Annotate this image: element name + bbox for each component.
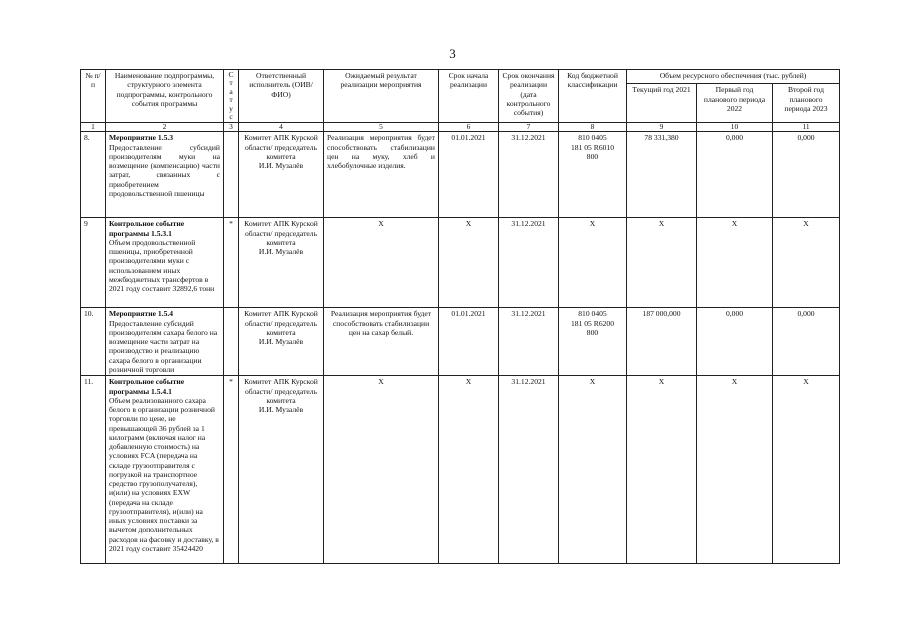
row-title: Контрольное событие программы 1.5.3.1 [109, 219, 185, 238]
program-table [80, 69, 840, 564]
row-responsible: Комитет АПК Курской области/ председатель комитета И.И. Музалёв [239, 218, 324, 308]
column-number: 9 [627, 123, 697, 132]
row-value-2022: Х [697, 218, 773, 308]
row-num: 10. [81, 308, 106, 376]
column-number: 6 [439, 123, 499, 132]
row-start: 01.01.2021 [439, 308, 499, 376]
header-year-first: Первый год планового периода 2022 [697, 84, 773, 123]
row-value-2022: Х [697, 376, 773, 564]
row-value-2021: 78 331,380 [627, 132, 697, 218]
header-name: Наименование подпрограммы, структурного элемента подпрограммы, контрольного события программы [106, 70, 224, 123]
row-value-2023: Х [773, 376, 840, 564]
row-num: 9 [81, 218, 106, 308]
header-responsible: Ответственный исполнитель (ОИВ/ФИО) [239, 70, 324, 123]
row-result: Реализация мероприятия будет способствовать стабилизации цен на сахар белый. [324, 308, 439, 376]
row-responsible: Комитет АПК Курской области/ председатель комитета И.И. Музалёв [239, 376, 324, 564]
row-status [224, 132, 239, 218]
column-number: 7 [499, 123, 559, 132]
table-row [81, 376, 840, 564]
row-num: 11. [81, 376, 106, 564]
header-status: С т а т у с [224, 70, 239, 123]
row-name [106, 218, 224, 308]
row-result: Х [324, 376, 439, 564]
table-row [81, 308, 840, 376]
row-value-2023: 0,000 [773, 132, 840, 218]
row-end: 31.12.2021 [499, 308, 559, 376]
row-end: 31.12.2021 [499, 218, 559, 308]
row-start: Х [439, 376, 499, 564]
row-status: * [224, 218, 239, 308]
row-value-2023: Х [773, 218, 840, 308]
row-desc: Предоставление субсидий производителям сахара белого на возмещение части затрат на производство и реализацию сахара белого в организации розничной торговли [109, 318, 218, 374]
row-status [224, 308, 239, 376]
row-responsible: Комитет АПК Курской области/ председатель комитета И.И. Музалёв [239, 132, 324, 218]
column-number: 2 [106, 123, 224, 132]
row-title: Мероприятие 1.5.4 [109, 309, 174, 319]
header-row [81, 70, 840, 84]
row-desc: Предоставление субсидий производителям муки на возмещение (компенсацию) части затрат, связанных с приобретением продовольственной пшеницы [109, 142, 220, 198]
row-budget-code: 810 0405 181 05 R6010 800 [559, 132, 627, 218]
column-number-row [81, 123, 840, 132]
column-number: 5 [324, 123, 439, 132]
header-end: Срок окончания реализации (дата контрольного события) [499, 70, 559, 123]
row-value-2023: 0,000 [773, 308, 840, 376]
row-value-2021: Х [627, 376, 697, 564]
header-year-second: Второй год планового периода 2023 [773, 84, 840, 123]
header-start: Срок начала реализации [439, 70, 499, 123]
row-end: 31.12.2021 [499, 132, 559, 218]
row-responsible: Комитет АПК Курской области/ председатель комитета И.И. Музалёв [239, 308, 324, 376]
header-year-current: Текущий год 2021 [627, 84, 697, 123]
row-title: Контрольное событие программы 1.5.4.1 [109, 377, 185, 396]
row-value-2021: Х [627, 218, 697, 308]
row-start: Х [439, 218, 499, 308]
header-budget-code: Код бюджетной классификации [559, 70, 627, 123]
row-start: 01.01.2021 [439, 132, 499, 218]
row-name [106, 376, 224, 564]
column-number: 4 [239, 123, 324, 132]
row-value-2022: 0,000 [697, 308, 773, 376]
header-num: № п/п [81, 70, 106, 123]
row-end: 31.12.2021 [499, 376, 559, 564]
row-result: Х [324, 218, 439, 308]
page-number: 3 [449, 46, 456, 61]
row-result: Реализация мероприятия будет способствовать стабилизации цен на муку, хлеб и хлебобулочные изделия. [324, 132, 439, 218]
table-row [81, 218, 840, 308]
row-title: Мероприятие 1.5.3 [109, 133, 174, 143]
row-status: * [224, 376, 239, 564]
column-number: 1 [81, 123, 106, 132]
row-name [106, 308, 224, 376]
header-result: Ожидаемый результат реализации мероприятия [324, 70, 439, 123]
row-desc: Объем реализованного сахара белого в организации розничной торговли по цене, не превышающей 36 рублей за 1 килограмм (включая налог на добавленную стоимость) на условиях FCA (передача на складе грузоотправителя с погрузкой на транспортное средство грузополучателя), и(или) на условиях EXW (передача на складе грузоотправителя), и(или) на иных условиях поставки за вычетом дополнительных расходов на фасовку и доставку, в 2021 году составит 35424420 [109, 395, 219, 553]
header-funding-group: Объем ресурсного обеспечения (тыс. рублей) [627, 70, 840, 84]
column-number: 3 [224, 123, 239, 132]
row-desc: Объем продовольственной пшеницы, приобретенной производителями муки с использованием иных межбюджетных трансфертов в 2021 году составит 32892,6 тонн [109, 237, 215, 294]
column-number: 10 [697, 123, 773, 132]
row-budget-code: Х [559, 218, 627, 308]
row-value-2022: 0,000 [697, 132, 773, 218]
table-row [81, 132, 840, 218]
row-value-2021: 187 000,000 [627, 308, 697, 376]
scan-margin-mark [886, 186, 894, 212]
column-number: 11 [773, 123, 840, 132]
row-budget-code: 810 0405 181 05 R6200 800 [559, 308, 627, 376]
row-num: 8. [81, 132, 106, 218]
column-number: 8 [559, 123, 627, 132]
row-budget-code: Х [559, 376, 627, 564]
row-name [106, 132, 224, 218]
